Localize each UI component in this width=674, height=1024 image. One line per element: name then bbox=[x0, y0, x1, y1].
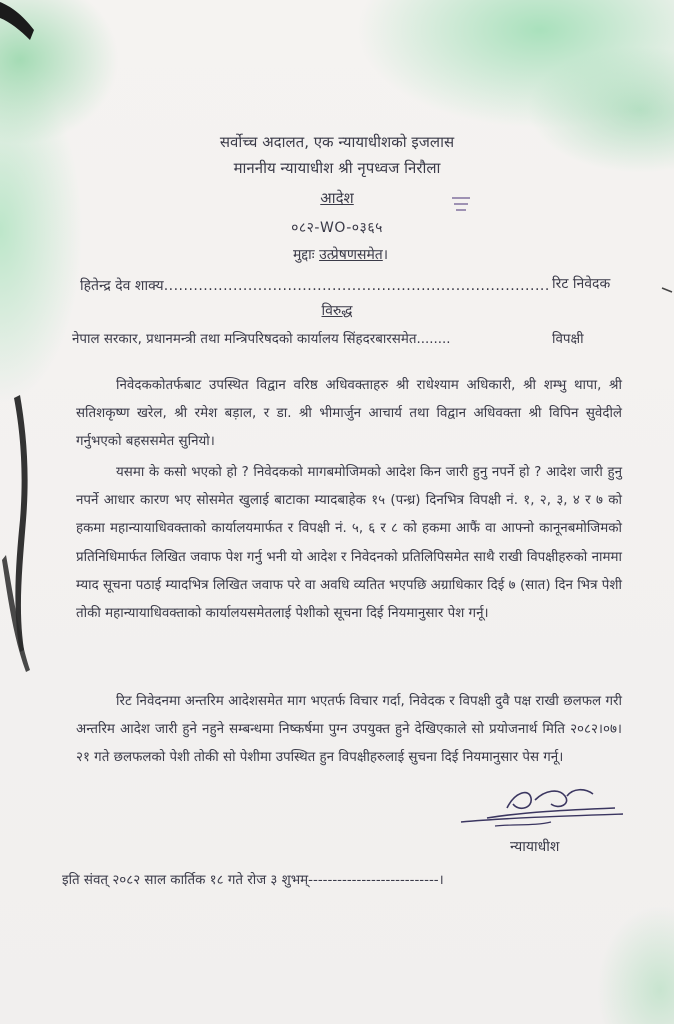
paragraph-3: रिट निवेदनमा अन्तरिम आदेशसमेत माग भएतर्फ विचार गर्दा, निवेदक र विपक्षी दुवै पक्ष राखी छलफल गरी अन्तरिम आदेश जारी हुने नहुने सम्बन्धमा निष्कर्षमा पुग्न उपयुक्त हुने देखिएकाले सो प्रयोजनार्थ मिति २०८२।०७।२१ गते छलफलको पेशी तोकी सो पेशीमा उपस्थित हुन विपक्षीहरुलाई सुचना दिई नियमानुसार पेस गर्नू। bbox=[76, 694, 622, 766]
petitioner-name: हितेन्द्र देव शाक्य bbox=[80, 278, 164, 294]
footer-date: इति संवत् २०८२ साल कार्तिक १८ गते रोज ३ शुभम् bbox=[62, 873, 309, 888]
subject-text: उत्प्रेषणसमेत bbox=[319, 247, 383, 263]
petitioner-role: रिट निवेदक bbox=[552, 276, 611, 292]
subject-end: । bbox=[382, 247, 389, 263]
judge-signature bbox=[455, 782, 625, 838]
respondent-name: नेपाल सरकार, प्रधानमन्त्री तथा मन्त्रिपरिषदको कार्यालय सिंहदरबारसमेत........ bbox=[72, 332, 451, 347]
versus-heading: विरुद्ध bbox=[321, 303, 353, 319]
footer-date-line bbox=[62, 870, 444, 888]
respondent-role: विपक्षी bbox=[552, 332, 584, 347]
paragraph-1: निवेदककोतर्फबाट उपस्थित विद्वान वरिष्ठ अधिवक्ताहरु श्री राधेश्याम अधिकारी, श्री शम्भु थापा, श्री सतिशकृष्ण खरेल, श्री रमेश बड़ाल, र डा. श्री भीमार्जुन आचार्य तथा विद्वान अधिवक्ता श्री विपिन सुवेदीले गर्नुभएको बहससमेत सुनियो। bbox=[76, 378, 622, 450]
footer-dashes: ---------------------------। bbox=[308, 873, 444, 888]
order-title: आदेश bbox=[320, 189, 354, 207]
court-heading: सर्वोच्च अदालत, एक न्यायाधीशको इजलास bbox=[219, 133, 455, 151]
subject-line bbox=[293, 245, 388, 264]
petitioner-dots: .............................................................................. bbox=[163, 278, 550, 294]
judge-heading: माननीय न्यायाधीश श्री नृपध्वज निरौला bbox=[233, 159, 441, 177]
paragraph-2: यसमा के कसो भएको हो ? निवेदकको मागबमोजिमको आदेश किन जारी हुनु नपर्ने हो ? आदेश जारी हुनु नपर्ने आधार कारण भए सोसमेत खुलाई बाटाका म्यादबाहेक १५ (पन्ध्र) दिनभित्र विपक्षी नं. १, २, ३, ४ र ७ को हकमा महान्यायाधिवक्ताको कार्यालयमार्फत र विपक्षी नं. ५, ६ र ८ को हकमा आफैं वा आफ्नो कानूनबमोजिमको प्रतिनिधिमार्फत लिखित जवाफ पेश गर्नु भनी यो आदेश र निवेदनको प्रतिलिपिसमेत साथै राखी विपक्षीहरुको नाममा म्याद सूचना पठाई म्यादभित्र लिखित जवाफ परे वा अवधि व्यतित भएपछि अग्राधिकार दिई ७ (सात) दिन भित्र पेशी तोकी महान्यायाधिवक्ताको कार्यालयसमेतलाई पेशीको सूचना दिई नियमानुसार पेश गर्नू। bbox=[76, 465, 622, 622]
petitioner-row bbox=[80, 276, 550, 295]
case-number: ०८२-WO-०३६५ bbox=[291, 220, 383, 236]
signature-title: न्यायाधीश bbox=[510, 839, 560, 855]
subject-prefix: मुद्दाः bbox=[293, 247, 315, 263]
